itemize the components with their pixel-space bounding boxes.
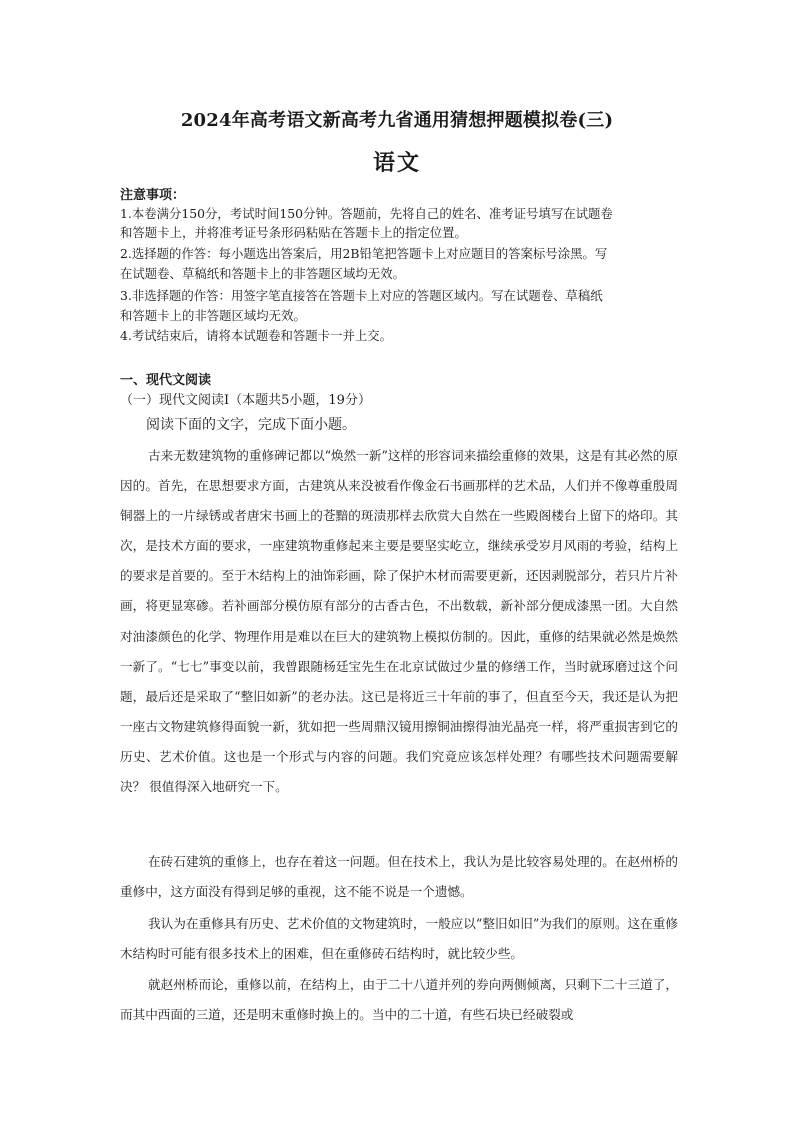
paragraph-text: 古来无数建筑物的重修碑记都以“焕然一新”这样的形容词来描绘重修的效果，这是有其必然的原因的。首先，在思想要求方面，古建筑从来没被看作像金石书画那样的艺术品，人们并不像尊重殷周铜器上的一片绿锈或者唐宋书画上的苍黯的斑渍那样去欣赏大自然在一些殿阁楼台上留下的烙印。其次，是技术方面的要求，一座建筑物重修起来主要是要坚实屹立，继续承受岁月风雨的考验，结构上的要求是首要的。至于木结构上的油饰彩画，除了保护木材而需要更新，还因剥脱部分，若只片片补画，将更显寒碜。若补画部分模仿原有部分的古香古色，不出数载，新补部分便成漆黑一团。大自然对油漆颜色的化学、物理作用是难以在巨大的建筑物上模拟仿制的。因此，重修的结果就必然是焕然一新了。“七七”事变以前，我曾跟随杨廷宝先生在北京试做过少量的修缮工作，当时就琢磨过这个问题，最后还是采取了“整旧如新”的老办法。这已是将近三十年前的事了，但直至今天，我还是认为把一座古文物建筑修得面貌一新，犹如把一些周鼎汉镜用擦铜油擦得油光晶亮一样，将严重损害到它的历史、艺术价值。这也是一个形式与内容的问题。我们究竟应该怎样处理？有哪些技术问题需要解决？ 很值得深入地研究一下。 xyxy=(120,448,678,795)
notice-line: 和答题卡上的非答题区域均无效。 xyxy=(120,308,306,323)
passage-paragraph xyxy=(120,847,678,907)
reading-instruction: 阅读下面的文字，完成下面小题。 xyxy=(146,417,356,433)
passage-paragraph xyxy=(120,970,678,1030)
notice-line: 4.考试结束后，请将本试题卷和答题卡一并上交。 xyxy=(120,328,393,343)
notice-line: 和答题卡上，并将准考证号条形码粘贴在答题卡上的指定位置。 xyxy=(120,225,467,240)
paragraph-text: 就赵州桥而论，重修以前，在结构上，由于二十八道并列的券向两侧倾离，只剩下二十三道了，而其中西面的三道，还是明末重修时换上的。当中的二十道，有些石块已经破裂或 xyxy=(120,977,678,1023)
notice-line: 在试题卷、草稿纸和答题卡上的非答题区域均无效。 xyxy=(120,266,405,281)
paragraph-text: 我认为在重修具有历史、艺术价值的文物建筑时，一般应以“整旧如旧”为我们的原则。这在重修木结构时可能有很多技术上的困难，但在重修砖石结构时，就比较少些。 xyxy=(120,916,678,962)
notice-line: 2.选择题的作答：每小题选出答案后，用2B铅笔把答题卡上对应题目的答案标号涂黑。写 xyxy=(120,246,608,261)
subsection-heading: （一）现代文阅读Ⅰ（本题共5小题，19分） xyxy=(120,393,371,408)
subject-title: 语文 xyxy=(372,150,421,176)
notice-line: 1.本卷满分150分，考试时间150分钟。答题前，先将自己的姓名、准考证号填写在试题卷 xyxy=(120,206,613,221)
passage-paragraph xyxy=(120,909,678,969)
passage-paragraph xyxy=(120,441,678,802)
section-heading: 一、现代文阅读 xyxy=(120,373,212,388)
notice-line: 3.非选择题的作答：用签字笔直接答在答题卡上对应的答题区域内。写在试题卷、草稿纸 xyxy=(120,288,603,303)
notice-heading: 注意事项： xyxy=(120,188,186,203)
exam-title: 2024年高考语文新高考九省通用猜想押题模拟卷(三) xyxy=(180,110,614,131)
paragraph-text: 在砖石建筑的重修上，也存在着这一问题。但在技术上，我认为是比较容易处理的。在赵州桥的重修中，这方面没有得到足够的重视，这不能不说是一个遗憾。 xyxy=(120,854,678,900)
